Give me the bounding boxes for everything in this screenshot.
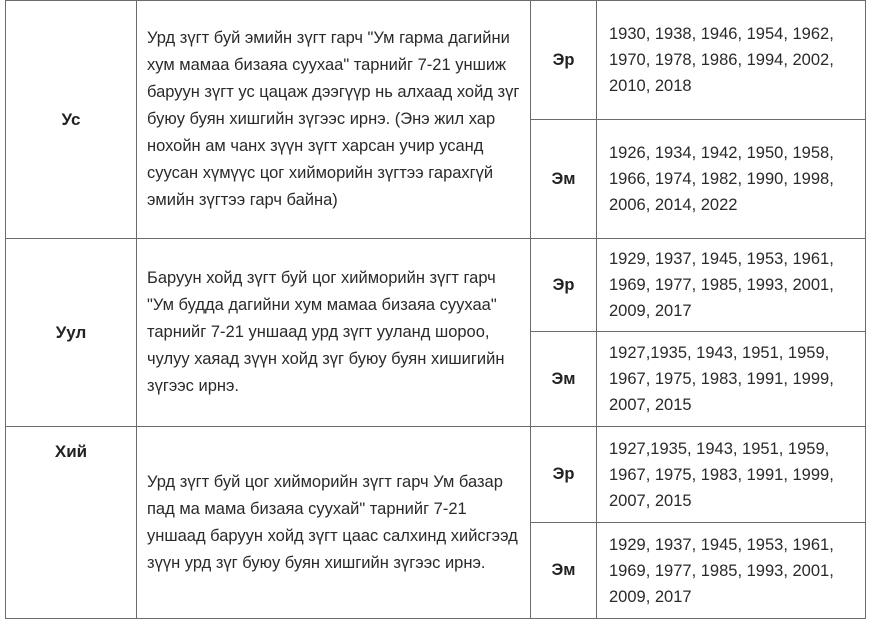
- sex-cell: Эр: [531, 239, 597, 332]
- ritual-description-cell: Урд зүгт буй эмийн зүгт гарч "Ум гарма дагийни хум мамаа бизаяа суухаа" тарнийг 7-21 уншиж баруун зүгт ус цацаж дээгүүр нь алхаад хойд зүг буюу буян хишгийн зүгээс ирнэ. (Энэ жил хар нохойн ам чанх зүүн зүгт харсан учир усанд суусан хүмүүс цог хийморийн зүгтээ гарахгүй эмийн зүгтээ гарч байна): [137, 1, 531, 239]
- birth-years-cell: 1926, 1934, 1942, 1950, 1958, 1966, 1974, 1982, 1990, 1998, 2006, 2014, 2022: [597, 120, 866, 239]
- birth-years-cell: 1930, 1938, 1946, 1954, 1962, 1970, 1978, 1986, 1994, 2002, 2010, 2018: [597, 1, 866, 120]
- sex-cell: Эм: [531, 523, 597, 619]
- birth-years-cell: 1927,1935, 1943, 1951, 1959, 1967, 1975, 1983, 1991, 1999, 2007, 2015: [597, 427, 866, 523]
- birth-years-cell: 1929, 1937, 1945, 1953, 1961, 1969, 1977, 1985, 1993, 2001, 2009, 2017: [597, 523, 866, 619]
- element-name-cell: [6, 427, 137, 619]
- sex-cell: Эр: [531, 1, 597, 120]
- sex-cell: Эм: [531, 332, 597, 427]
- birth-years-cell: 1927,1935, 1943, 1951, 1959, 1967, 1975, 1983, 1991, 1999, 2007, 2015: [597, 332, 866, 427]
- birth-years-cell: 1929, 1937, 1945, 1953, 1961, 1969, 1977, 1985, 1993, 2001, 2009, 2017: [597, 239, 866, 332]
- element-guide-table: [5, 0, 866, 619]
- table-row: [6, 427, 866, 523]
- table-row: [6, 1, 866, 120]
- element-name-label: Хий: [54, 442, 88, 461]
- ritual-description-cell: Урд зүгт буй цог хийморийн зүгт гарч Ум базар пад ма мама бизаяа суухай" тарнийг 7-21 уншаад баруун хойд зүгт цаас салхинд хийсгээд зүүн урд зүг буюу буян хишгийн зүгээс ирнэ.: [137, 427, 531, 619]
- element-name-cell: Уул: [6, 239, 137, 427]
- element-name-cell: Ус: [6, 1, 137, 239]
- sex-cell: Эр: [531, 427, 597, 523]
- ritual-description-cell: Баруун хойд зүгт буй цог хийморийн зүгт гарч "Ум будда дагийни хум мамаа бизаяа суухаа" тарнийг 7-21 уншаад урд зүгт ууланд шороо, чулуу хаяад зүүн хойд зүг буюу буян хишигийн зүгээс ирнэ.: [137, 239, 531, 427]
- table-row: [6, 239, 866, 332]
- sex-cell: Эм: [531, 120, 597, 239]
